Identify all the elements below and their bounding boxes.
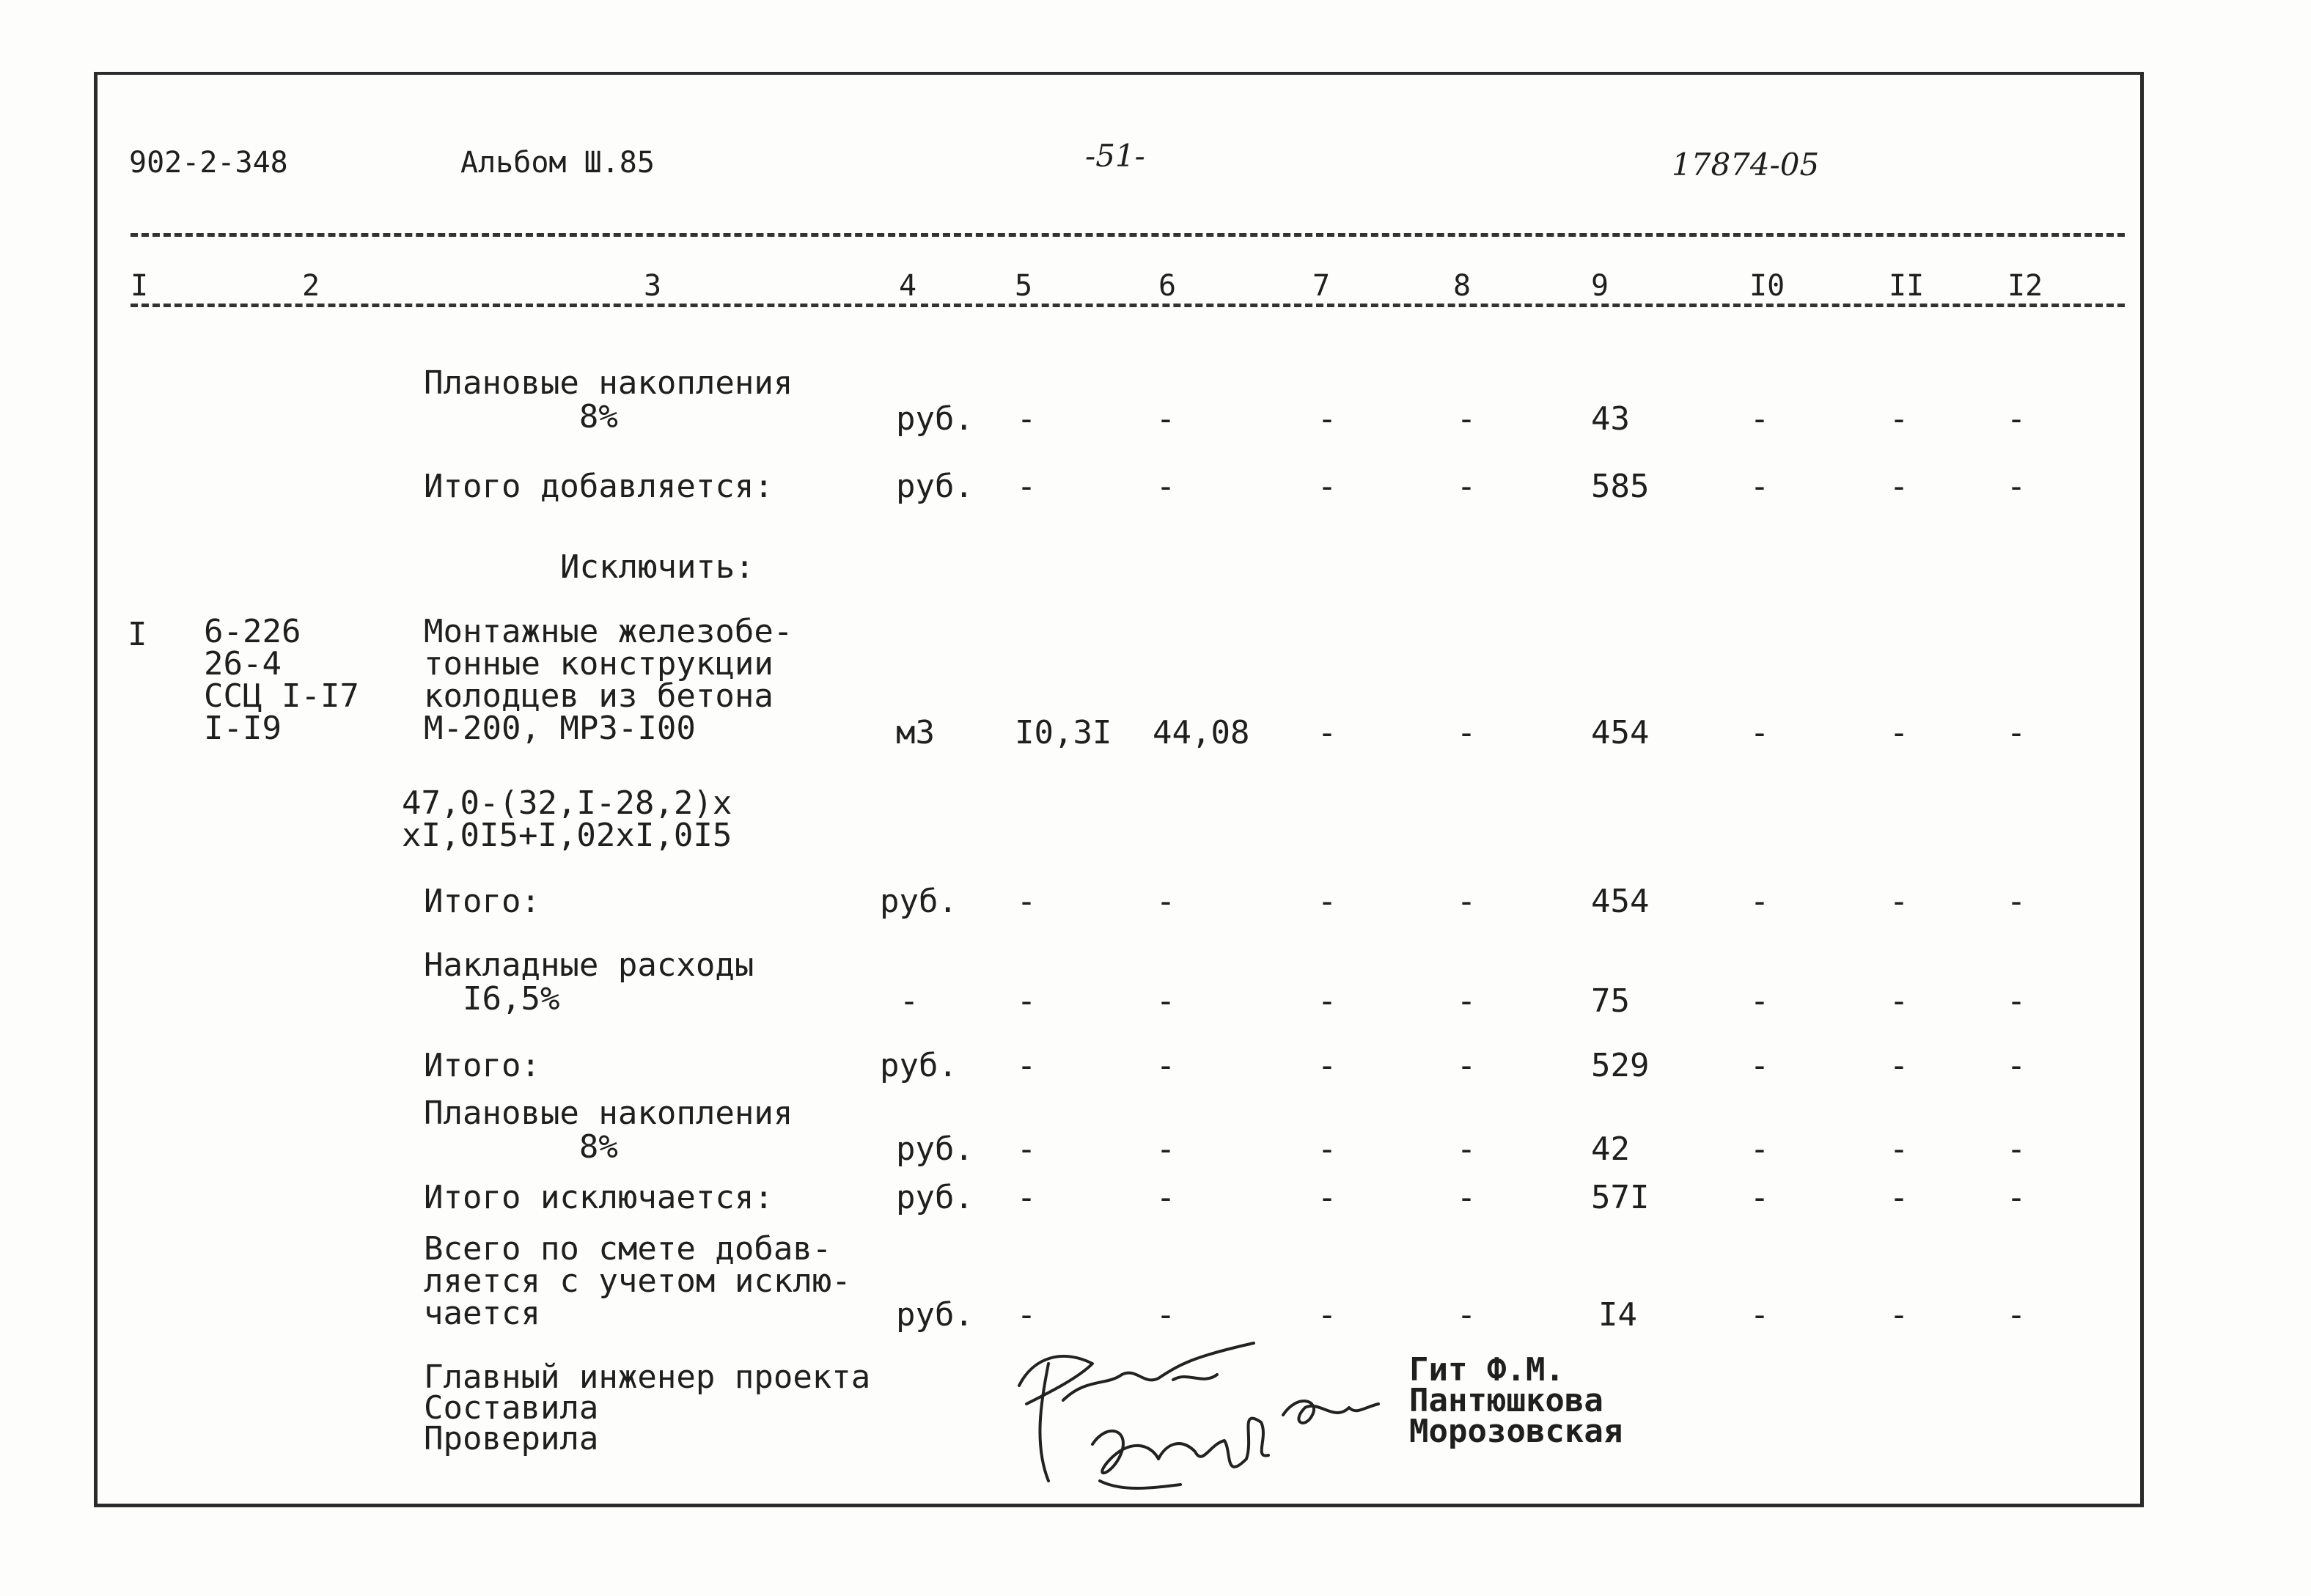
cell-c11: - bbox=[1889, 468, 1909, 505]
cell-c9: 57I bbox=[1591, 1179, 1650, 1216]
cell-c6: - bbox=[1156, 982, 1176, 1020]
cell-c7: - bbox=[1317, 982, 1337, 1020]
col-number-3: 3 bbox=[644, 269, 662, 303]
cell-c12: - bbox=[2006, 1047, 2027, 1084]
cell-c5: - bbox=[1016, 883, 1037, 920]
col-number-1: I bbox=[131, 269, 149, 303]
cell-c11: - bbox=[1889, 883, 1909, 920]
cell-c12: - bbox=[2006, 982, 2027, 1020]
cell-c6: 44,08 bbox=[1153, 714, 1250, 751]
cell-c9: 585 bbox=[1591, 468, 1650, 505]
cell-c5: - bbox=[1016, 400, 1037, 438]
cell-c11: - bbox=[1889, 1179, 1909, 1216]
cell-c10: - bbox=[1749, 468, 1770, 505]
handwritten-signatures bbox=[1004, 1334, 1415, 1503]
cell-c5: - bbox=[1016, 468, 1037, 505]
header-divider bbox=[131, 233, 2125, 237]
cell-c8: - bbox=[1456, 468, 1477, 505]
cell-c10: - bbox=[1749, 1047, 1770, 1084]
cell-c11: - bbox=[1889, 1296, 1909, 1334]
doc-code: 902-2-348 bbox=[129, 146, 288, 180]
cell-c6: - bbox=[1156, 468, 1176, 505]
cell-c9: I4 bbox=[1598, 1296, 1637, 1334]
signature-names: Гит Ф.М. Пантюшкова Морозовская bbox=[1409, 1351, 1623, 1450]
cell-c11: - bbox=[1889, 714, 1909, 751]
row-label: Итого: bbox=[424, 1047, 540, 1084]
cell-c5: - bbox=[1016, 1047, 1037, 1084]
inventory-number: 17874-05 bbox=[1672, 147, 1820, 183]
unit-cell: руб. bbox=[880, 1047, 958, 1084]
col-number-9: 9 bbox=[1591, 269, 1609, 303]
cell-c7: - bbox=[1317, 1296, 1337, 1334]
cell-c8: - bbox=[1456, 400, 1477, 438]
row-label: Плановые накопления 8% bbox=[424, 364, 793, 435]
unit-cell: руб. bbox=[896, 468, 974, 505]
cell-c8: - bbox=[1456, 714, 1477, 751]
cell-c11: - bbox=[1889, 1130, 1909, 1168]
item-codes: 6-226 26-4 ССЦ I-I7 I-I9 bbox=[204, 613, 359, 747]
cell-c5: - bbox=[1016, 1130, 1037, 1168]
cell-c8: - bbox=[1456, 1179, 1477, 1216]
cell-c9: 75 bbox=[1591, 982, 1630, 1020]
col-number-12: I2 bbox=[2007, 269, 2043, 303]
cell-c7: - bbox=[1317, 1179, 1337, 1216]
exclude-heading: Исключить: bbox=[560, 548, 754, 586]
cell-c7: - bbox=[1317, 468, 1337, 505]
col-number-6: 6 bbox=[1158, 269, 1177, 303]
cell-c6: - bbox=[1156, 400, 1176, 438]
sheet-number: -51- bbox=[1085, 138, 1145, 174]
formula: 47,0-(32,I-28,2)x xI,0I5+I,02xI,0I5 bbox=[402, 784, 732, 854]
cell-c7: - bbox=[1317, 883, 1337, 920]
cell-c10: - bbox=[1749, 1130, 1770, 1168]
cell-c5: - bbox=[1016, 1179, 1037, 1216]
cell-c11: - bbox=[1889, 982, 1909, 1020]
row-label: Итого: bbox=[424, 883, 540, 920]
cell-c7: - bbox=[1317, 714, 1337, 751]
cell-c12: - bbox=[2006, 468, 2027, 505]
cell-c8: - bbox=[1456, 883, 1477, 920]
cell-c8: - bbox=[1456, 1296, 1477, 1334]
unit-cell: руб. bbox=[880, 883, 958, 920]
cell-c6: - bbox=[1156, 883, 1176, 920]
col-number-11: II bbox=[1889, 269, 1925, 303]
item-number: I bbox=[128, 616, 147, 653]
unit-cell: руб. bbox=[896, 1296, 974, 1334]
cell-c7: - bbox=[1317, 1130, 1337, 1168]
col-number-4: 4 bbox=[899, 269, 917, 303]
unit-cell: - bbox=[899, 982, 919, 1020]
cell-c12: - bbox=[2006, 883, 2027, 920]
cell-c10: - bbox=[1749, 982, 1770, 1020]
unit-cell: руб. bbox=[896, 1130, 974, 1168]
cell-c5: I0,3I bbox=[1015, 714, 1112, 751]
row-label: Плановые накопления 8% bbox=[424, 1095, 793, 1166]
cell-c12: - bbox=[2006, 714, 2027, 751]
cell-c9: 454 bbox=[1591, 883, 1650, 920]
cell-c8: - bbox=[1456, 1047, 1477, 1084]
col-number-7: 7 bbox=[1312, 269, 1331, 303]
cell-c11: - bbox=[1889, 1047, 1909, 1084]
cell-c9: 42 bbox=[1591, 1130, 1630, 1168]
cell-c11: - bbox=[1889, 400, 1909, 438]
col-number-10: I0 bbox=[1749, 269, 1785, 303]
col-number-8: 8 bbox=[1453, 269, 1472, 303]
album-label: Альбом Ш.85 bbox=[460, 146, 655, 180]
column-number-divider bbox=[131, 304, 2125, 307]
unit-cell: руб. bbox=[896, 400, 974, 438]
col-number-2: 2 bbox=[302, 269, 320, 303]
cell-c7: - bbox=[1317, 400, 1337, 438]
cell-c10: - bbox=[1749, 400, 1770, 438]
signature-roles: Главный инженер проекта Составила Проверила bbox=[424, 1358, 871, 1457]
cell-c12: - bbox=[2006, 1130, 2027, 1168]
cell-c12: - bbox=[2006, 400, 2027, 438]
item-description: Монтажные железобе- тонные конструкции колодцев из бетона М-200, МРЗ-I00 bbox=[424, 613, 793, 747]
row-label: Итого исключается: bbox=[424, 1179, 774, 1216]
cell-c10: - bbox=[1749, 1179, 1770, 1216]
cell-c8: - bbox=[1456, 1130, 1477, 1168]
row-label: Всего по смете добав- ляется с учетом исклю- чается bbox=[424, 1230, 851, 1332]
cell-c10: - bbox=[1749, 883, 1770, 920]
cell-c10: - bbox=[1749, 1296, 1770, 1334]
cell-c6: - bbox=[1156, 1296, 1176, 1334]
cell-c6: - bbox=[1156, 1179, 1176, 1216]
cell-c5: - bbox=[1016, 982, 1037, 1020]
row-label: Накладные расходы I6,5% bbox=[424, 946, 754, 1018]
cell-c12: - bbox=[2006, 1179, 2027, 1216]
cell-c7: - bbox=[1317, 1047, 1337, 1084]
cell-c9: 454 bbox=[1591, 714, 1650, 751]
cell-c6: - bbox=[1156, 1047, 1176, 1084]
cell-c6: - bbox=[1156, 1130, 1176, 1168]
cell-c5: - bbox=[1016, 1296, 1037, 1334]
col-number-5: 5 bbox=[1015, 269, 1033, 303]
cell-c8: - bbox=[1456, 982, 1477, 1020]
cell-c9: 529 bbox=[1591, 1047, 1650, 1084]
unit-cell: руб. bbox=[896, 1179, 974, 1216]
unit-cell: м3 bbox=[896, 714, 935, 751]
row-label: Итого добавляется: bbox=[424, 468, 774, 505]
cell-c9: 43 bbox=[1591, 400, 1630, 438]
cell-c12: - bbox=[2006, 1296, 2027, 1334]
cell-c10: - bbox=[1749, 714, 1770, 751]
